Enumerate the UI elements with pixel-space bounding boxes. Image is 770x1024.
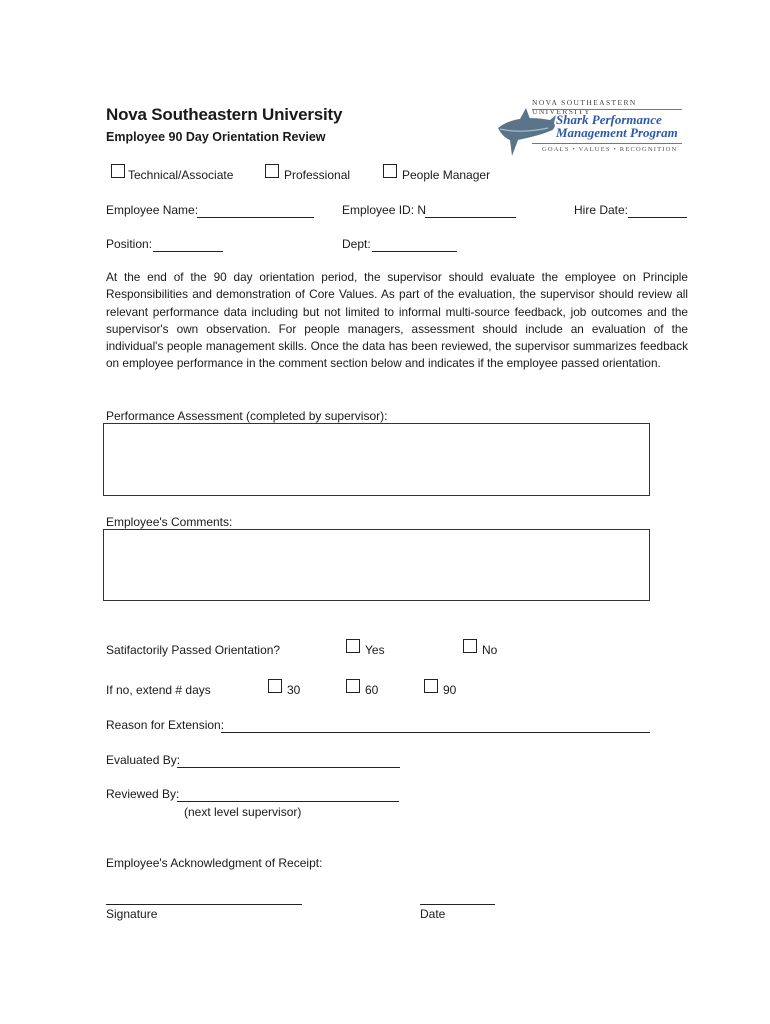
passed-yes-checkbox[interactable] <box>346 639 360 653</box>
date-line[interactable] <box>420 892 495 905</box>
employee-id-label: Employee ID: N <box>342 203 427 217</box>
technical-associate-label: Technical/Associate <box>128 168 234 182</box>
people-manager-label: People Manager <box>402 168 491 182</box>
signature-line[interactable] <box>106 892 302 905</box>
evaluated-by-field[interactable] <box>177 755 400 768</box>
form-title: Employee 90 Day Orientation Review <box>106 130 326 144</box>
employee-name-field[interactable] <box>197 205 314 218</box>
employee-comments-box[interactable] <box>103 529 650 601</box>
logo-tagline: GOALS • VALUES • RECOGNITION <box>542 146 678 153</box>
dept-field[interactable] <box>372 239 457 252</box>
professional-label: Professional <box>284 168 351 182</box>
extend-60-label: 60 <box>365 683 379 697</box>
employee-comments-label: Employee's Comments: <box>106 515 233 529</box>
employee-id-field[interactable] <box>425 205 516 218</box>
extend-90-checkbox[interactable] <box>424 679 438 693</box>
extend-90-label: 90 <box>443 683 457 697</box>
program-logo <box>496 98 686 162</box>
hire-date-label: Hire Date: <box>574 203 629 217</box>
extend-30-checkbox[interactable] <box>268 679 282 693</box>
position-label: Position: <box>106 237 153 251</box>
people-manager-checkbox[interactable] <box>383 164 397 178</box>
passed-yes-label: Yes <box>365 643 385 657</box>
reason-extension-field[interactable] <box>221 720 650 733</box>
performance-assessment-label: Performance Assessment (completed by supervisor): <box>106 409 388 423</box>
reviewed-by-label: Reviewed By: <box>106 787 180 801</box>
logo-program-line1: Shark Performance <box>556 112 662 127</box>
signature-label: Signature <box>106 907 158 921</box>
passed-no-checkbox[interactable] <box>463 639 477 653</box>
reviewed-by-note: (next level supervisor) <box>184 805 302 819</box>
hire-date-field[interactable] <box>628 205 687 218</box>
dept-label: Dept: <box>342 237 371 251</box>
position-field[interactable] <box>153 239 223 252</box>
performance-assessment-box[interactable] <box>103 423 650 496</box>
acknowledgment-label: Employee's Acknowledgment of Receipt: <box>106 856 323 870</box>
date-label: Date <box>420 907 446 921</box>
technical-associate-checkbox[interactable] <box>111 164 125 178</box>
passed-no-label: No <box>482 643 498 657</box>
shark-icon <box>496 106 558 162</box>
logo-divider-bottom <box>532 143 682 144</box>
reason-extension-label: Reason for Extension: <box>106 718 225 732</box>
evaluated-by-label: Evaluated By: <box>106 753 181 767</box>
reviewed-by-field[interactable] <box>177 789 399 802</box>
employee-name-label: Employee Name: <box>106 203 199 217</box>
extend-60-checkbox[interactable] <box>346 679 360 693</box>
university-title: Nova Southeastern University <box>106 105 343 124</box>
extend-days-label: If no, extend # days <box>106 683 211 697</box>
passed-orientation-question: Satifactorily Passed Orientation? <box>106 643 281 657</box>
instructions-paragraph: At the end of the 90 day orientation period, the supervisor should evaluate the employee on Principle Responsibilities and demonstration of Core Values. As part of the evaluation, the supervisor should review all relevant performance data including but not limited to informal multi-source feedback, job outcomes and the supervisor's own observation. For people managers, assessment should include an evaluation of the individual's people management skills. Once the data has been reviewed, the supervisor summarizes feedback on employee performance in the comment section below and indicates if the employee passed orientation. <box>106 270 688 371</box>
professional-checkbox[interactable] <box>265 164 279 178</box>
extend-30-label: 30 <box>287 683 301 697</box>
logo-university-text: NOVA SOUTHEASTERN UNIVERSITY <box>532 98 637 116</box>
logo-program-line2: Management Program <box>556 125 678 140</box>
